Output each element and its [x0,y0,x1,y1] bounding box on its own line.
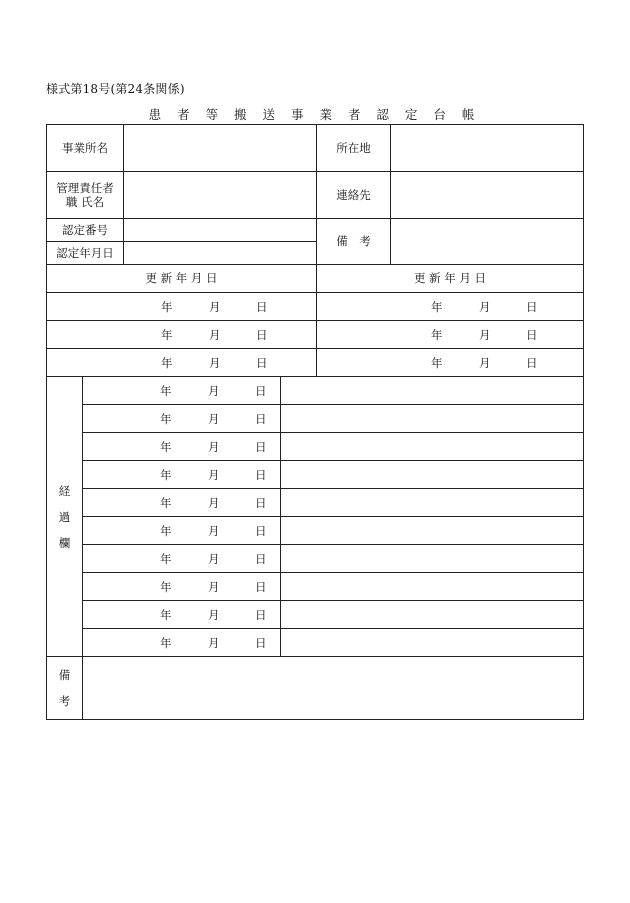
manager-label-line1: 管理責任者 [56,180,114,195]
renewal-date-left[interactable] [47,349,317,377]
year-unit: 年 [160,635,172,650]
renewal-date-header-left: 更 新 年 月 日 [47,265,317,293]
certification-ledger-table [46,124,584,720]
month-unit: 月 [208,551,220,566]
day-unit: 日 [255,635,267,650]
renewal-date-left[interactable] [47,321,317,349]
year-unit: 年 [160,523,172,538]
history-date[interactable] [83,517,281,545]
day-unit: 日 [526,355,538,370]
cert-number-field[interactable] [124,219,317,242]
remarks-top-field[interactable] [391,219,584,265]
history-entry[interactable] [281,573,584,601]
day-unit: 日 [256,299,268,314]
year-unit: 年 [431,299,443,314]
day-unit: 日 [255,551,267,566]
manager-label [47,172,124,219]
renewal-date-right[interactable] [317,293,584,321]
business-office-label: 事業所名 [47,125,124,172]
history-entry[interactable] [281,405,584,433]
history-label-text: 経過欄 [58,483,71,550]
month-unit: 月 [208,523,220,538]
history-date[interactable] [83,461,281,489]
day-unit: 日 [255,523,267,538]
month-unit: 月 [479,327,491,342]
history-date[interactable] [83,405,281,433]
history-date[interactable] [83,545,281,573]
month-unit: 月 [479,355,491,370]
manager-label-line2: 職 氏名 [65,195,105,209]
month-unit: 月 [209,327,221,342]
day-unit: 日 [255,467,267,482]
remarks-bottom-label [47,657,83,720]
month-unit: 月 [208,383,220,398]
renewal-date-right[interactable] [317,321,584,349]
month-unit: 月 [208,439,220,454]
year-unit: 年 [160,495,172,510]
form-number: 様式第18号(第24条関係) [46,82,185,96]
renewal-date-right[interactable] [317,349,584,377]
history-entry[interactable] [281,629,584,657]
form-title: 患 者 等 搬 送 事 業 者 認 定 台 帳 [148,107,481,122]
day-unit: 日 [255,411,267,426]
history-date[interactable] [83,573,281,601]
month-unit: 月 [208,607,220,622]
month-unit: 月 [208,635,220,650]
history-date[interactable] [83,601,281,629]
location-field[interactable] [391,125,584,172]
year-unit: 年 [160,607,172,622]
history-entry[interactable] [281,601,584,629]
month-unit: 月 [208,467,220,482]
month-unit: 月 [479,299,491,314]
year-unit: 年 [160,551,172,566]
renewal-date-header-right: 更 新 年 月 日 [317,265,584,293]
history-entry[interactable] [281,461,584,489]
history-date[interactable] [83,377,281,405]
manager-field[interactable] [124,172,317,219]
history-label [47,377,83,657]
year-unit: 年 [160,439,172,454]
renewal-date-left[interactable] [47,293,317,321]
day-unit: 日 [526,327,538,342]
day-unit: 日 [526,299,538,314]
history-date[interactable] [83,433,281,461]
cert-date-label: 認定年月日 [47,242,124,265]
month-unit: 月 [208,411,220,426]
history-entry[interactable] [281,545,584,573]
contact-field[interactable] [391,172,584,219]
month-unit: 月 [208,495,220,510]
day-unit: 日 [255,579,267,594]
business-office-field[interactable] [124,125,317,172]
year-unit: 年 [161,327,173,342]
year-unit: 年 [161,299,173,314]
day-unit: 日 [255,383,267,398]
location-label: 所在地 [317,125,391,172]
day-unit: 日 [255,439,267,454]
history-entry[interactable] [281,489,584,517]
day-unit: 日 [255,607,267,622]
history-date[interactable] [83,489,281,517]
day-unit: 日 [255,495,267,510]
cert-number-label: 認定番号 [47,219,124,242]
year-unit: 年 [160,411,172,426]
year-unit: 年 [161,355,173,370]
month-unit: 月 [209,355,221,370]
year-unit: 年 [160,579,172,594]
cert-date-field[interactable] [124,242,317,265]
history-date[interactable] [83,629,281,657]
contact-label: 連絡先 [317,172,391,219]
year-unit: 年 [431,327,443,342]
year-unit: 年 [160,383,172,398]
history-entry[interactable] [281,433,584,461]
month-unit: 月 [209,299,221,314]
history-entry[interactable] [281,377,584,405]
year-unit: 年 [160,467,172,482]
month-unit: 月 [208,579,220,594]
day-unit: 日 [256,327,268,342]
history-entry[interactable] [281,517,584,545]
day-unit: 日 [256,355,268,370]
year-unit: 年 [431,355,443,370]
remarks-bottom-label-text: 備考 [58,668,71,708]
remarks-bottom-field[interactable] [83,657,584,720]
remarks-top-label: 備 考 [317,219,391,265]
